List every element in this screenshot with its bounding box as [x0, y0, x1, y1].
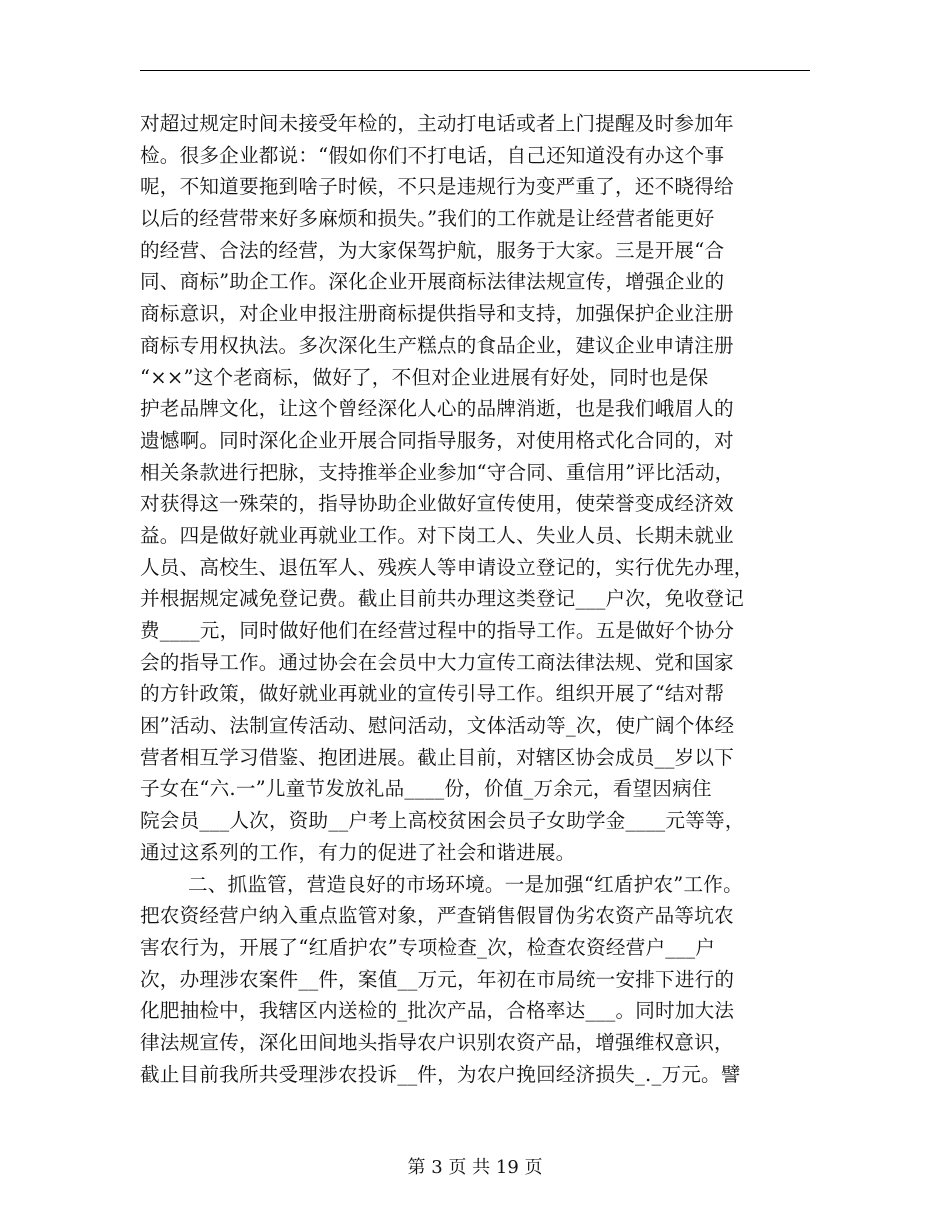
text-line: 截止目前我所共受理涉农投诉__件，为农户挽回经济损失_._万元。譬 — [140, 1062, 741, 1086]
text-line: 的方针政策，做好就业再就业的宣传引导工作。组织开展了“结对帮 — [140, 682, 725, 706]
text-line: 检。很多企业都说：“假如你们不打电话，自己还知道没有办这个事 — [140, 143, 725, 167]
section-heading-line: 二、抓监管，营造良好的市场环境。一是加强“红盾护农”工作。 — [188, 872, 743, 896]
page-total: 19 — [495, 1157, 519, 1178]
text-line: 子女在“六.一”儿童节发放礼品____份，价值_万余元，看望因病住 — [140, 777, 712, 801]
text-line: 呢，不知道要拖到啥子时候，不只是违规行为变严重了，还不晓得给 — [140, 175, 734, 199]
text-line: 对超过规定时间未接受年检的，主动打电话或者上门提醒及时参加年 — [140, 112, 734, 135]
text-line: 以后的经营带来好多麻烦和损失。”我们的工作就是让经营者能更好 — [140, 207, 715, 231]
text-line: 护老品牌文化，让这个曾经深化人心的品牌消逝，也是我们峨眉人的 — [140, 397, 734, 421]
text-line: 相关条款进行把脉，支持推举企业参加“守合同、重信用”评比活动， — [140, 460, 735, 484]
text-line: 困”活动、法制宣传活动、慰问活动，文体活动等_次，使广阔个体经 — [140, 714, 735, 738]
text-line: 害农行为，开展了“红盾护农”专项检查_次，检查农资经营户___户 — [140, 935, 716, 959]
text-line: 院会员___人次，资助__户考上高校贫困会员子女助学金____元等等， — [140, 809, 745, 833]
text-line: 人员、高校生、退伍军人、残疾人等申请设立登记的，实行优先办理， — [140, 555, 754, 579]
text-line: 商标专用权执法。多次深化生产糕点的食品企业，建议企业申请注册 — [140, 333, 734, 357]
text-line: 同、商标”助企工作。深化企业开展商标法律法规宣传，增强企业的 — [140, 270, 725, 294]
page-footer — [0, 1156, 950, 1180]
text-line: 律法规宣传，深化田间地头指导农户识别农资产品，增强维权意识， — [140, 1030, 734, 1054]
text-line: 通过这系列的工作，有力的促进了社会和谐进展。 — [140, 840, 576, 864]
header-rule — [140, 70, 810, 71]
text-line: 益。四是做好就业再就业工作。对下岗工人、失业人员、长期未就业 — [140, 523, 734, 547]
text-line: 营者相互学习借鉴、抱团进展。截止目前，对辖区协会成员__岁以下 — [140, 745, 735, 769]
text-line: “××”这个老商标，做好了，不但对企业进展有好处，同时也是保 — [140, 365, 709, 389]
text-line: 的经营、合法的经营，为大家保驾护航，服务于大家。三是开展“合 — [140, 238, 725, 262]
page-label-mid: 页 共 — [448, 1157, 491, 1178]
page-label-suffix: 页 — [524, 1157, 543, 1178]
page-number: 3 — [431, 1157, 443, 1178]
text-line: 遗憾啊。同时深化企业开展合同指导服务，对使用格式化合同的，对 — [140, 428, 734, 452]
text-line: 次，办理涉农案件__件，案值__万元，年初在市局统一安排下进行的 — [140, 967, 735, 991]
text-line: 把农资经营户纳入重点监管对象，严查销售假冒伪劣农资产品等坑农 — [140, 904, 734, 928]
document-body — [140, 108, 815, 1090]
text-line: 商标意识，对企业申报注册商标提供指导和支持，加强保护企业注册 — [140, 302, 734, 326]
text-line: 会的指导工作。通过协会在会员中大力宣传工商法律法规、党和国家 — [140, 650, 734, 674]
page-label-prefix: 第 — [407, 1157, 426, 1178]
text-line: 对获得这一殊荣的，指导协助企业做好宣传使用，使荣誉变成经济效 — [140, 492, 734, 516]
text-line: 化肥抽检中，我辖区内送检的_批次产品，合格率达___。同时加大法 — [140, 999, 735, 1023]
text-line: 费____元，同时做好他们在经营过程中的指导工作。五是做好个协分 — [140, 619, 735, 642]
text-line: 并根据规定减免登记费。截止目前共办理这类登记___户次，免收登记 — [140, 587, 745, 611]
